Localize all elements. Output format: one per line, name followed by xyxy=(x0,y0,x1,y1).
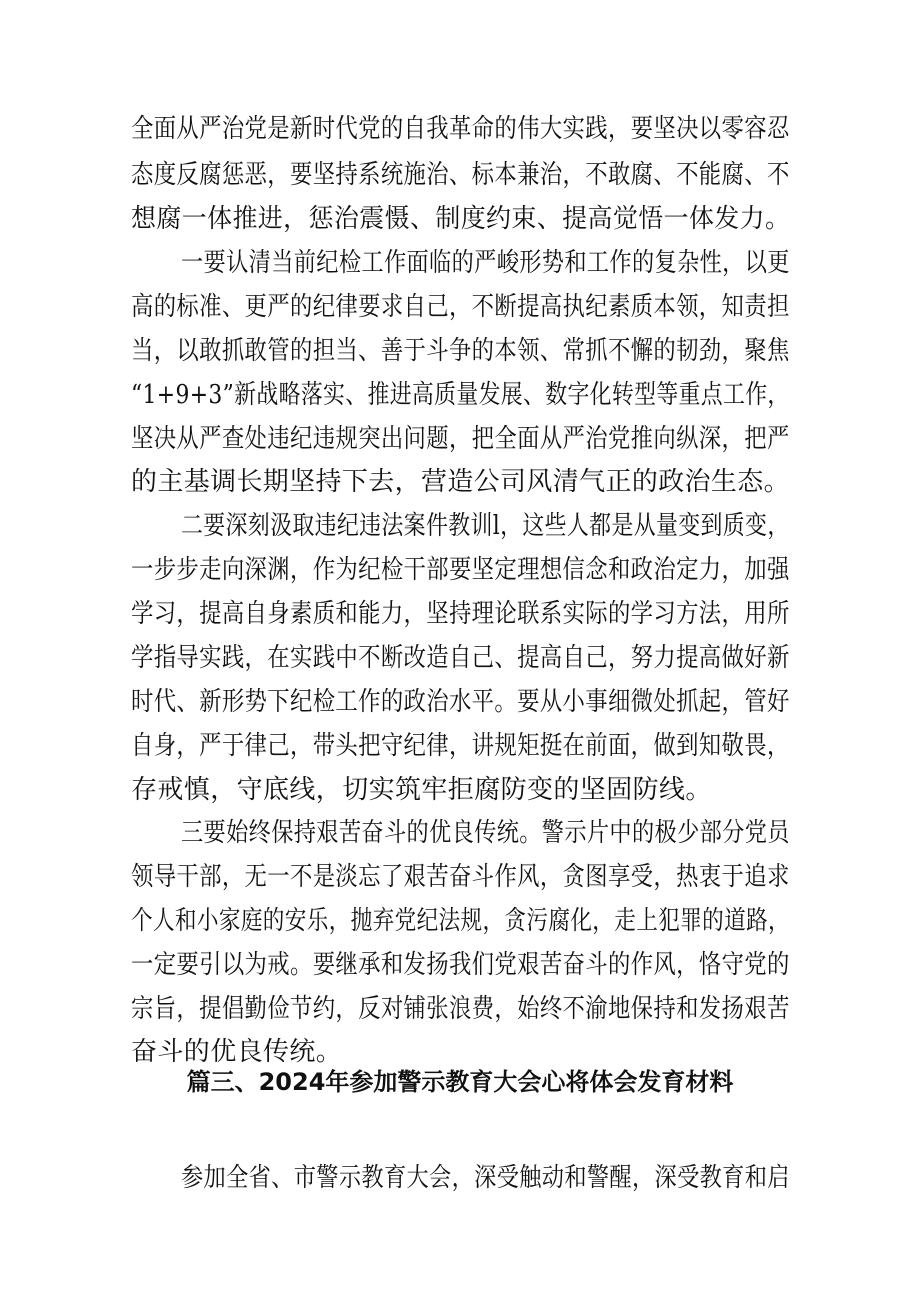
paragraph-line: 全面从严治党是新时代党的自我革命的伟大实践，要坚决以零容忍 xyxy=(131,114,790,144)
paragraph-line: 态度反腐惩恶，要坚持系统施治、标本兼治，不敢腐、不能腐、不 xyxy=(131,160,790,190)
paragraph-line: 一定要引以为戒。要继承和发扬我们党艰苦奋斗的作风，恪守党的 xyxy=(131,950,790,980)
paragraph-line: 宗旨，提倡勤俭节约，反对铺张浪费，始终不渝地保持和发扬艰苦 xyxy=(131,994,790,1024)
paragraph-line: 高的标准、更严的纪律要求自己，不断提高执纪素质本领，知责担 xyxy=(131,292,790,322)
paragraph-line: 学指导实践，在实践中不断改造自己、提高自己，努力提高做好新 xyxy=(131,643,790,673)
paragraph-line: 自身，严于律己，带头把守纪律，讲规矩挺在前面，做到知敬畏， xyxy=(131,731,790,761)
paragraph-line: 学习，提高自身素质和能力，坚持理论联系实际的学习方法，用所 xyxy=(131,599,790,629)
paragraph-line: 存戒慎，守底线，切实筑牢拒腐防变的坚固防线。 xyxy=(131,775,712,805)
paragraph-line: 三要始终保持艰苦奋斗的优良传统。警示片中的极少部分党员 xyxy=(181,818,790,848)
paragraph-line: “1+9+3”新战略落实、推进高质量发展、数字化转型等重点工作， xyxy=(131,380,790,410)
paragraph-line: 坚决从严查处违纪违规突出问题，把全面从严治党推向纵深，把严 xyxy=(131,424,790,454)
paragraph-line: 一步步走向深渊，作为纪检干部要坚定理想信念和政治定力，加强 xyxy=(131,555,790,585)
paragraph-line: 当，以敢抓敢管的担当、善于斗争的本领、常抓不懈的韧劲，聚焦 xyxy=(131,336,790,366)
paragraph-line: 领导干部，无一不是淡忘了艰苦奋斗作风，贪图享受，热衷于追求 xyxy=(131,862,790,892)
paragraph-line: 想腐一体推进，惩治震慑、制度约束、提高觉悟一体发力。 xyxy=(131,204,791,234)
paragraph-line: 奋斗的优良传统。 xyxy=(131,1037,343,1067)
paragraph-line: 个人和小家庭的安乐，抛弃党纪法规，贪污腐化，走上犯罪的道路， xyxy=(131,906,791,936)
paragraph-line: 的主基调长期坚持下去，营造公司风清气正的政治生态。 xyxy=(131,467,791,497)
closing-paragraph-line: 参加全省、市警示教育大会，深受触动和警醒，深受教育和启 xyxy=(181,1163,790,1193)
paragraph-line: 二要深刻汲取违纪违法案件教训l，这些人都是从量变到质变， xyxy=(181,511,790,541)
paragraph-line: 一要认清当前纪检工作面临的严峻形势和工作的复杂性，以更 xyxy=(181,248,790,278)
section-heading: 篇三、2024年参加警示教育大会心将体会发育材料 xyxy=(186,1068,734,1096)
paragraph-line: 时代、新形势下纪检工作的政治水平。要从小事细微处抓起，管好 xyxy=(131,687,790,717)
